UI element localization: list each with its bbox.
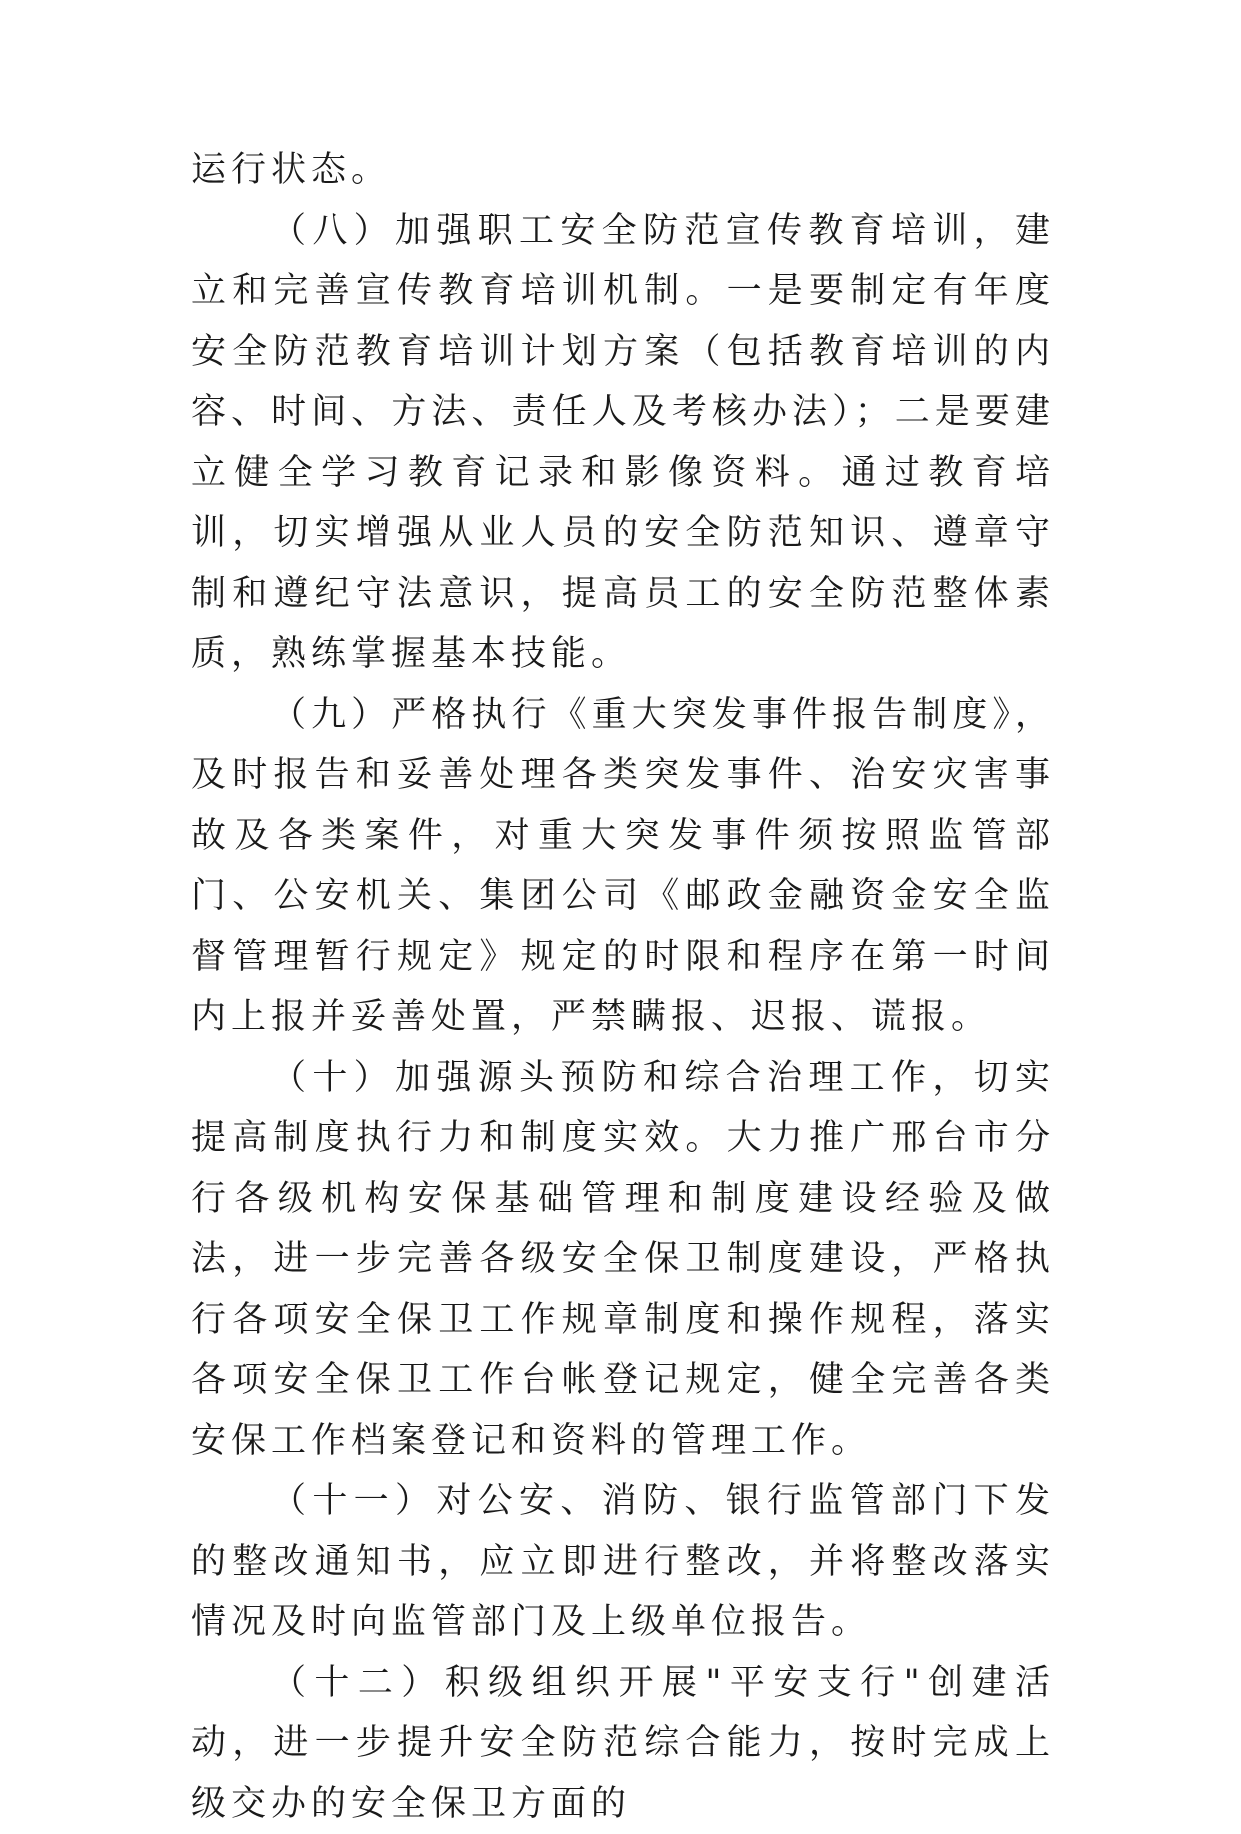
paragraph-8: （八）加强职工安全防范宣传教育培训，建立和完善宣传教育培训机制。一是要制定有年度安全防范教育培训计划方案（包括教育培训的内容、时间、方法、责任人及考核办法）；二是要建立健全学习教育记录和影像资料。通过教育培训，切实增强从业人员的安全防范知识、遵章守制和遵纪守法意识，提高员工的安全防范整体素质，熟练掌握基本技能。	[191, 201, 1055, 685]
paragraph-10: （十）加强源头预防和综合治理工作，切实提高制度执行力和制度实效。大力推广邢台市分行各级机构安保基础管理和制度建设经验及做法，进一步完善各级安全保卫制度建设，严格执行各项安全保卫工作规章制度和操作规程，落实各项安全保卫工作台帐登记规定，健全完善各类安保工作档案登记和资料的管理工作。	[191, 1048, 1055, 1472]
paragraph-11: （十一）对公安、消防、银行监管部门下发的整改通知书，应立即进行整改，并将整改落实情况及时向监管部门及上级单位报告。	[191, 1471, 1055, 1653]
paragraph-12: （十二）积级组织开展"平安支行"创建活动，进一步提升安全防范综合能力，按时完成上级交办的安全保卫方面的	[191, 1653, 1055, 1834]
paragraph-continued: 运行状态。	[191, 140, 1055, 201]
paragraph-9: （九）严格执行《重大突发事件报告制度》，及时报告和妥善处理各类突发事件、治安灾害事故及各类案件，对重大突发事件须按照监管部门、公安机关、集团公司《邮政金融资金安全监督管理暂行规定》规定的时限和程序在第一时间内上报并妥善处置，严禁瞒报、迟报、谎报。	[191, 685, 1055, 1048]
document-page	[191, 140, 1055, 1834]
